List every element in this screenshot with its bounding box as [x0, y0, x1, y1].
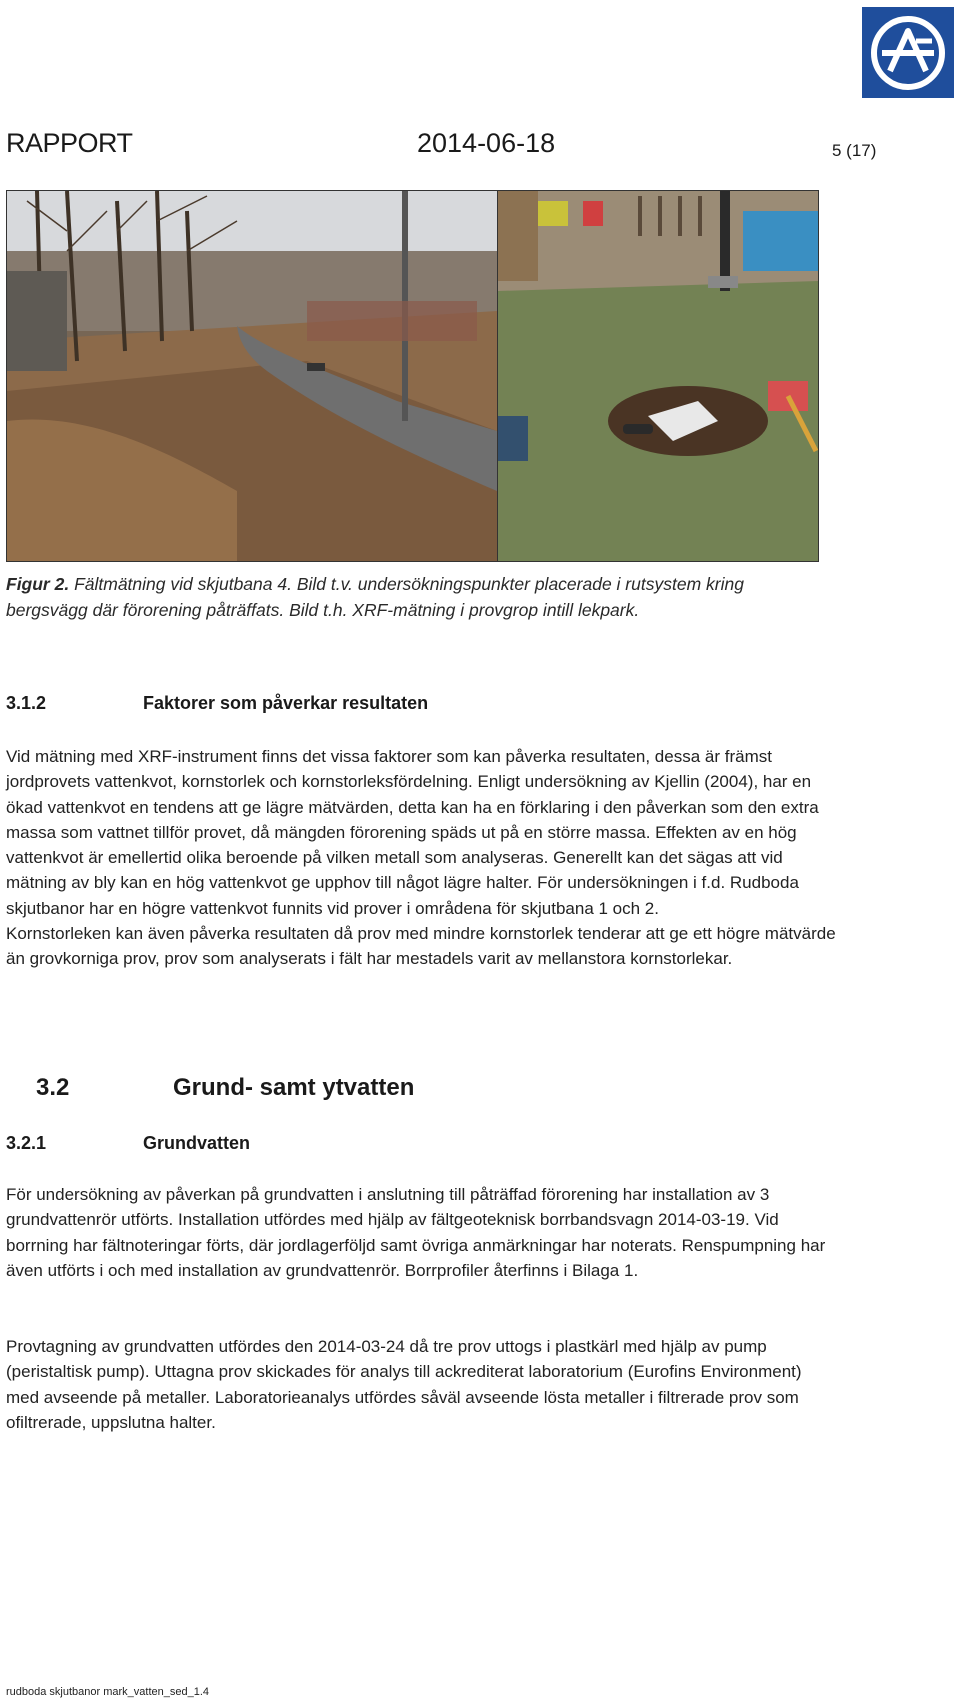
- photo-playground-dig: [497, 190, 819, 562]
- figure-caption: [6, 571, 826, 623]
- body-paragraph: För undersökning av påverkan på grundvatten i anslutning till påträffad förorening har installation av 3 grundvattenrör utförts. Installation utfördes med hjälp av fältgeoteknisk borrbandsvagn 2014-03-19. Vid borrning har fältnoteringar förts, där jordlagerföljd samt övriga anmärkningar har noterats. Renspumpning har även utförts i och med installation av grundvattenrör. Borrprofiler återfinns i Bilaga 1.: [6, 1185, 826, 1280]
- section-heading: Grundvatten: [143, 1133, 251, 1153]
- section-heading: Grund- samt ytvatten: [173, 1074, 415, 1101]
- body-paragraph: Provtagning av grundvatten utfördes den 2014-03-24 då tre prov uttogs i plastkärl med hjälp av pump (peristaltisk pump). Uttagna prov skickades för analys till ackrediterat laboratorium (Eurofins Environment) med avseende på metaller. Laboratorieanalys utfördes såväl avseende lösta metaller i filtrerade prov som ofiltrerade, uppslutna halter.: [6, 1337, 802, 1432]
- photo-forest-path: [6, 190, 498, 562]
- section-number: 3.1.2: [6, 693, 47, 713]
- logo-emblem-icon: [868, 13, 948, 93]
- section-heading: Faktorer som påverkar resultaten: [143, 693, 429, 713]
- section-number: 3.2.1: [6, 1133, 47, 1153]
- report-title: RAPPORT: [6, 128, 133, 158]
- figure-label: Figur 2.: [6, 574, 70, 594]
- report-date: 2014-06-18: [417, 128, 556, 158]
- body-paragraph: Vid mätning med XRF-instrument finns det vissa faktorer som kan påverka resultaten, dessa är främst jordprovets vattenkvot, kornstorlek och kornstorleksfördelning. Enligt undersökning av Kjellin (2004), har en ökad vattenkvot en tendens att ge lägre mätvärden, detta kan ha en förklaring i den påverkan som den extra massa som vattnet tillför provet, då mängden förorening späds ut på en större massa. Effekten av en hög vattenkvot är emellertid olika beroende på vilken metall som analyseras. Generellt kan det sägas att vid mätning av bly kan en hög vattenkvot ge upphov till något lägre halter. För undersökningen i f.d. Rudboda skjutbanor har en högre vattenkvot funnits vid prover i områdena för skjutbana 1 och 2. Kornstorleken kan även påverka resultaten då prov med mindre kornstorlek tenderar att ge ett högre mätvärde än grovkorniga prov, prov som analyserats i fält har mestadels varit av mellanstora kornstorlekar.: [6, 747, 836, 969]
- footer-filename: rudboda skjutbanor mark_vatten_sed_1.4: [6, 1686, 210, 1698]
- page-number: 5 (17): [832, 141, 877, 160]
- section-number: 3.2: [36, 1074, 70, 1101]
- figure-text: Fältmätning vid skjutbana 4. Bild t.v. undersökningspunkter placerade i rutsystem kring bergsvägg där förorening påträffats. Bild t.h. XRF-mätning i provgrop intill lekpark.: [6, 574, 744, 620]
- company-logo: [862, 7, 954, 98]
